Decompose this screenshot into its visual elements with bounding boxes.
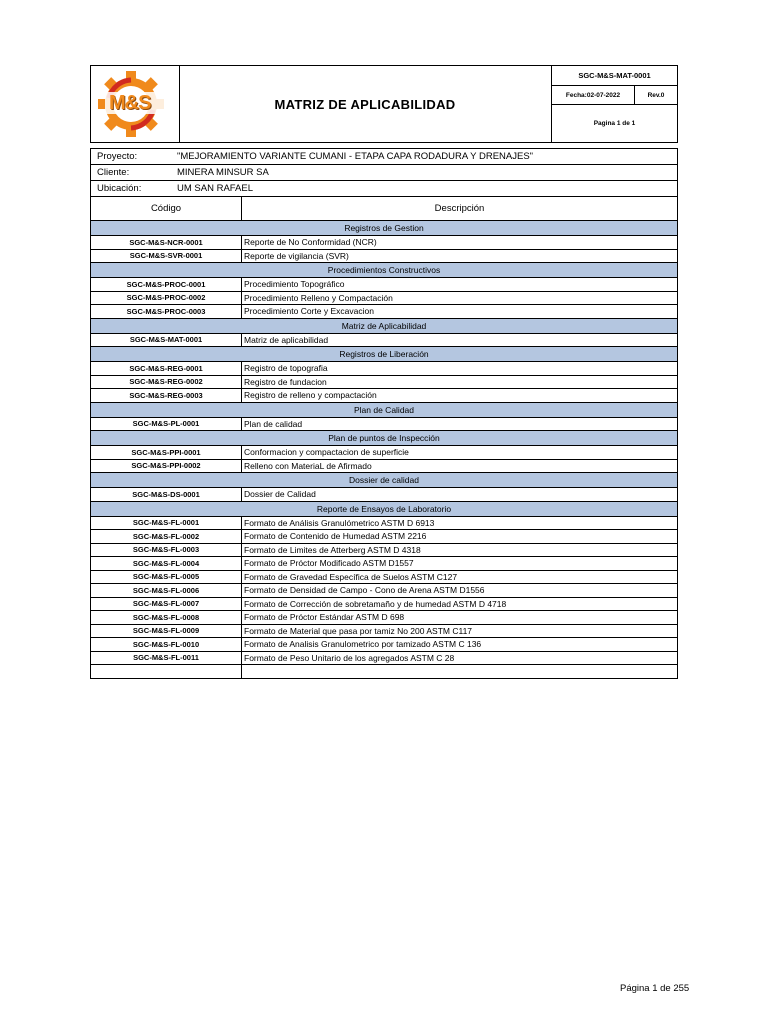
- table-row: [91, 389, 677, 403]
- table-cell-code: SGC-M&S-FL-0011: [91, 652, 242, 665]
- table-cell-description: Registro de topografia: [244, 363, 328, 374]
- table-cell-code: SGC-M&S-PROC-0003: [91, 305, 242, 318]
- table-row: [91, 278, 677, 292]
- table-row: [91, 292, 677, 306]
- section-header: Matriz de Aplicabilidad: [91, 319, 677, 334]
- info-value: UM SAN RAFAEL: [177, 183, 254, 194]
- table-cell-description: Registro de relleno y compactación: [244, 390, 377, 401]
- table-cell-code: SGC-M&S-FL-0006: [91, 584, 242, 597]
- table-cell-code: SGC-M&S-FL-0007: [91, 598, 242, 611]
- table-cell-code: SGC-M&S-FL-0010: [91, 638, 242, 651]
- table-cell-description: Relleno con MateriaL de Afirmado: [244, 460, 372, 471]
- table-cell-code: SGC-M&S-REG-0003: [91, 389, 242, 402]
- table-row: [91, 517, 677, 531]
- table-row: [91, 584, 677, 598]
- project-info: [90, 148, 678, 197]
- company-logo: [91, 66, 180, 142]
- table-cell-code: SGC-M&S-FL-0008: [91, 611, 242, 624]
- table-cell-description: Dossier de Calidad: [244, 489, 316, 500]
- table-cell-code: SGC-M&S-FL-0005: [91, 571, 242, 584]
- table-row: [91, 334, 677, 348]
- column-header-descripcion: Descripción: [434, 203, 485, 214]
- table-cell-code: SGC-M&S-FL-0009: [91, 625, 242, 638]
- table-cell-code: SGC-M&S-PROC-0002: [91, 292, 242, 305]
- table-cell-description: Procedimiento Relleno y Compactación: [244, 292, 393, 303]
- table-header: [91, 197, 677, 221]
- table-cell-description: Formato de Peso Unitario de los agregados ASTM C 28: [244, 652, 455, 663]
- document-page-count: Pagina 1 de 1: [593, 120, 636, 127]
- table-cell-description: Formato de Material que pasa por tamiz No 200 ASTM C117: [244, 625, 473, 636]
- info-value: "MEJORAMIENTO VARIANTE CUMANI - ETAPA CAPA RODADURA Y DRENAJES": [177, 151, 534, 162]
- table-cell-description: Conformacion y compactacion de superficie: [244, 447, 409, 458]
- document-code: SGC-M&S-MAT-0001: [552, 66, 677, 86]
- table-cell-code: [91, 665, 242, 678]
- table-row: [91, 236, 677, 250]
- section-header: Registros de Liberación: [91, 347, 677, 362]
- table-row: [91, 362, 677, 376]
- info-label: Ubicación:: [97, 183, 142, 194]
- table-row: [91, 530, 677, 544]
- title-cell: [179, 66, 552, 142]
- info-value: MINERA MINSUR SA: [177, 167, 269, 178]
- section-header: Registros de Gestion: [91, 221, 677, 236]
- table-row: [91, 638, 677, 652]
- table-cell-description: Formato de Limites de Atterberg ASTM D 4318: [244, 544, 421, 555]
- table-row: [91, 488, 677, 502]
- table-cell-code: SGC-M&S-PPI-0002: [91, 460, 242, 473]
- table-cell-code: SGC-M&S-FL-0004: [91, 557, 242, 570]
- table-row: [91, 557, 677, 571]
- document-sheet: [90, 65, 678, 679]
- table-cell-description: Plan de calidad: [244, 418, 303, 429]
- table-cell-code: SGC-M&S-REG-0002: [91, 376, 242, 389]
- table-cell-description: Formato de Gravedad Específica de Suelos ASTM C127: [244, 571, 458, 582]
- page-footer: Página 1 de 255: [620, 983, 690, 994]
- logo-text: M&S: [109, 92, 151, 114]
- table-cell-description: [242, 665, 677, 678]
- table-cell-description: Reporte de No Conformidad (NCR): [244, 237, 377, 248]
- document-header: [90, 65, 678, 143]
- table-cell-code: SGC-M&S-DS-0001: [91, 488, 242, 501]
- applicability-table: [90, 197, 678, 679]
- document-title: MATRIZ DE APLICABILIDAD: [274, 96, 456, 112]
- table-row: [91, 598, 677, 612]
- table-cell-code: SGC-M&S-PPI-0001: [91, 446, 242, 459]
- info-row-ubicacion: [91, 181, 677, 197]
- section-header: Reporte de Ensayos de Laboratorio: [91, 502, 677, 517]
- section-header: Dossier de calidad: [91, 473, 677, 488]
- table-cell-code: SGC-M&S-MAT-0001: [91, 334, 242, 347]
- table-cell-description: Formato de Análisis Granulómetrico ASTM D 6913: [244, 517, 435, 528]
- table-row: [91, 305, 677, 319]
- section-header: Procedimientos Constructivos: [91, 263, 677, 278]
- table-cell-description: Procedimiento Corte y Excavacion: [244, 306, 374, 317]
- table-cell-description: Reporte de vigilancia (SVR): [244, 250, 349, 261]
- document-revision: Rev.0: [635, 86, 677, 105]
- info-row-cliente: [91, 165, 677, 181]
- table-cell-code: SGC-M&S-REG-0001: [91, 362, 242, 375]
- table-cell-code: SGC-M&S-NCR-0001: [91, 236, 242, 249]
- table-row: [91, 571, 677, 585]
- table-cell-description: Formato de Densidad de Campo - Cono de Arena ASTM D1556: [244, 585, 485, 596]
- table-cell-code: SGC-M&S-PL-0001: [91, 418, 242, 431]
- table-row: [91, 625, 677, 639]
- table-row: [91, 446, 677, 460]
- table-cell-code: SGC-M&S-FL-0003: [91, 544, 242, 557]
- document-date: Fecha:02-07-2022: [552, 86, 635, 105]
- info-label: Proyecto:: [97, 151, 138, 162]
- table-cell-description: Formato de Corrección de sobretamaño y de humedad ASTM D 4718: [244, 598, 507, 609]
- table-cell-description: Formato de Analisis Granulometrico por tamizado ASTM C 136: [244, 639, 482, 650]
- table-row: [91, 544, 677, 558]
- table-cell-code: SGC-M&S-FL-0001: [91, 517, 242, 530]
- table-row: [91, 460, 677, 474]
- table-cell-description: Matriz de aplicabilidad: [244, 334, 329, 345]
- table-row: [91, 418, 677, 432]
- section-header: Plan de puntos de Inspección: [91, 431, 677, 446]
- table-cell-description: Registro de fundacion: [244, 376, 327, 387]
- table-row: [91, 652, 677, 666]
- table-body: [91, 221, 677, 665]
- info-label: Cliente:: [97, 167, 130, 178]
- table-cell-description: Formato de Contenido de Humedad ASTM 2216: [244, 531, 427, 542]
- table-row-blank: [91, 665, 677, 679]
- column-header-codigo: Código: [91, 197, 242, 220]
- table-row: [91, 376, 677, 390]
- info-row-proyecto: [91, 149, 677, 165]
- table-cell-code: SGC-M&S-SVR-0001: [91, 250, 242, 263]
- section-header: Plan de Calidad: [91, 403, 677, 418]
- table-row: [91, 611, 677, 625]
- table-cell-code: SGC-M&S-FL-0002: [91, 530, 242, 543]
- table-cell-code: SGC-M&S-PROC-0001: [91, 278, 242, 291]
- table-cell-description: Formato de Próctor Modificado ASTM D1557: [244, 558, 414, 569]
- table-cell-description: Procedimiento Topográfico: [244, 279, 345, 290]
- table-cell-description: Formato de Próctor Estándar ASTM D 698: [244, 612, 405, 623]
- table-row: [91, 250, 677, 264]
